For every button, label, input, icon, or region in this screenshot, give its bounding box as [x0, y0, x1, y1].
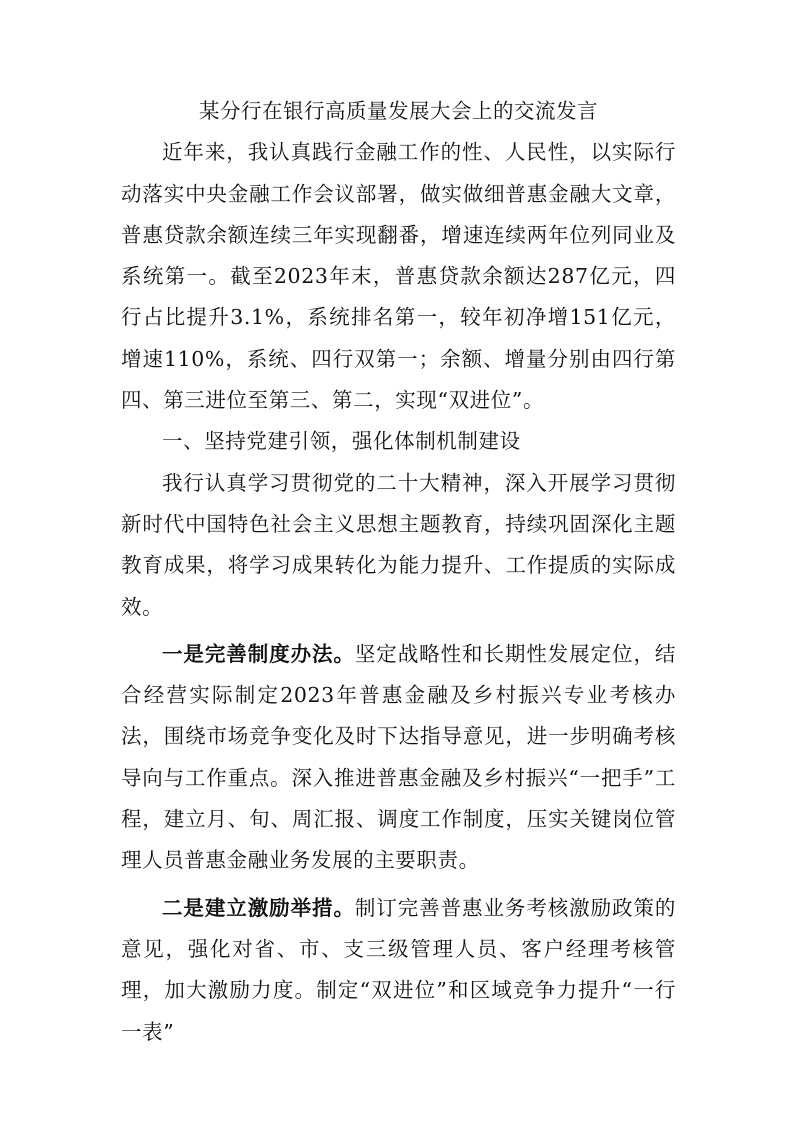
point-one-paragraph — [121, 634, 676, 882]
section-paragraph: 我行认真学习贯彻党的二十大精神，深入开展学习贯彻新时代中国特色社会主义思想主题教育，持续巩固深化主题教育成果，将学习成果转化为能力提升、工作提质的实际成效。 — [121, 470, 676, 619]
point-two-paragraph — [121, 888, 676, 1053]
point-one-body: 坚定战略性和长期性发展定位，结合经营实际制定2023年普惠金融及乡村振兴专业考核办法，围绕市场竞争变化及时下达指导意见，进一步明确考核导向与工作重点。深入推进普惠金融及乡村振兴“一把手”工程，建立月、旬、周汇报、调度工作制度，压实关键岗位管理人员普惠金融业务发展的主要职责。 — [121, 641, 676, 873]
document-title: 某分行在银行高质量发展大会上的交流发言 — [199, 99, 598, 123]
section-heading: 一、坚持党建引领，强化体制机制建设 — [162, 429, 521, 454]
intro-paragraph: 近年来，我认真践行金融工作的性、人民性，以实际行动落实中央金融工作会议部署，做实做细普惠金融大文章，普惠贷款余额连续三年实现翻番，增速连续两年位列同业及系统第一。截至2023年末，普惠贷款余额达287亿元，四行占比提升3.1%，系统排名第一，较年初净增151亿元，增速110%，系统、四行双第一；余额、增量分别由四行第四、第三进位至第三、第二，实现“双进位”。 — [121, 140, 676, 413]
document-body — [121, 91, 676, 1053]
point-two-lead: 二是建立激励举措。 — [162, 895, 355, 920]
point-two-body: 制订完善普惠业务考核激励政策的意见，强化对省、市、支三级管理人员、客户经理考核管理，加大激励力度。制定“双进位”和区域竞争力提升“一行一表” — [121, 895, 676, 1044]
point-one-lead: 一是完善制度办法。 — [162, 641, 355, 666]
